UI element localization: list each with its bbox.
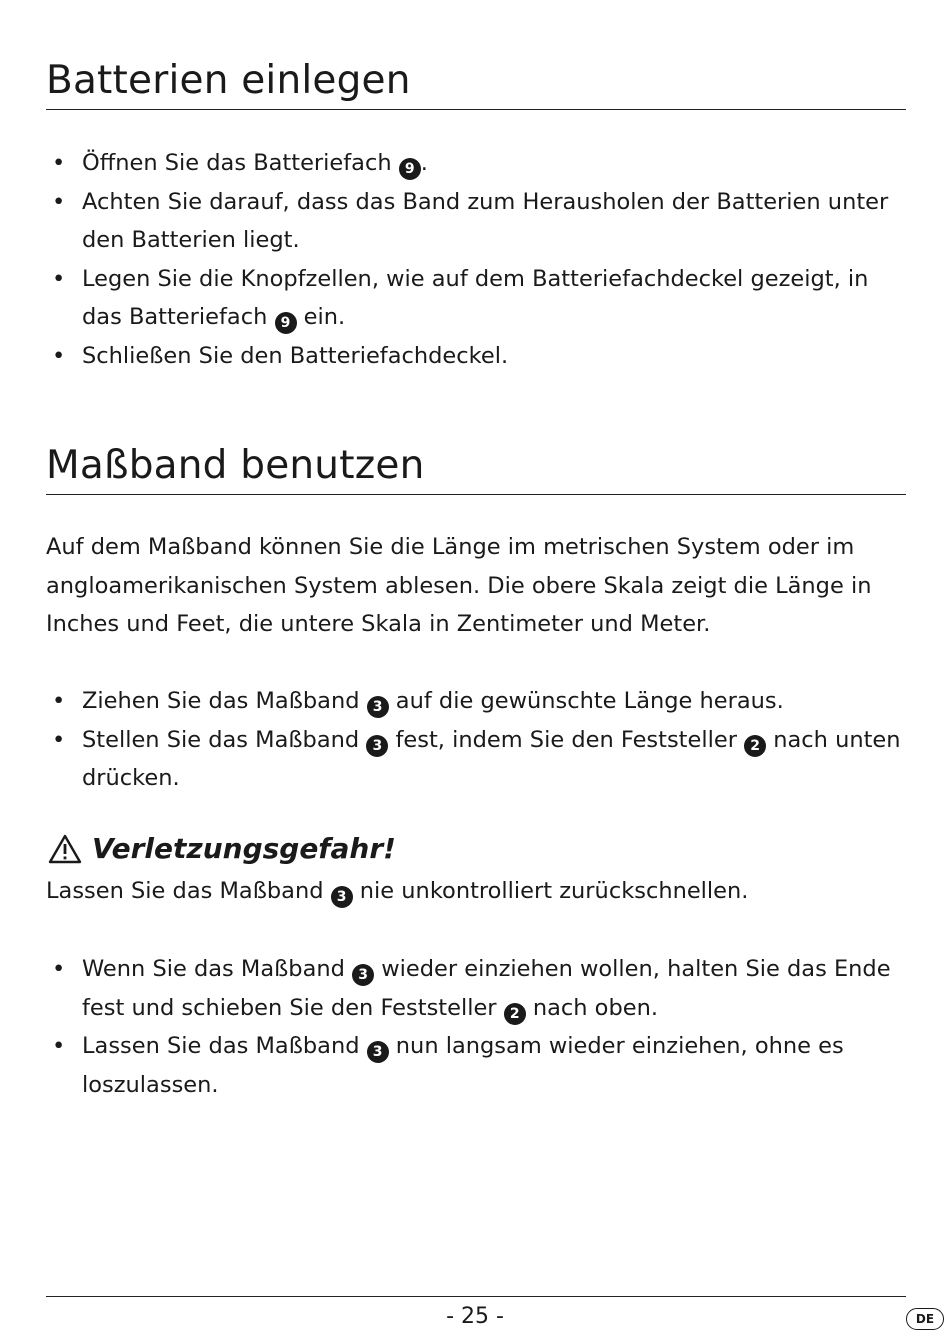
retract-steps-list (46, 950, 906, 1104)
footer-divider (46, 1296, 906, 1297)
warning-text: Lassen Sie das Maßband 3 nie unkontrolliert zurückschnellen. (46, 872, 748, 911)
ref-number-icon: 3 (367, 1041, 389, 1063)
list-item: • Schließen Sie den Batteriefachdeckel. (46, 337, 906, 376)
warning-triangle-icon (48, 834, 82, 864)
list-item: • Lassen Sie das Maßband 3 nun langsam wieder einziehen, ohne es loszulassen. (46, 1027, 906, 1104)
list-item: • Wenn Sie das Maßband 3 wieder einziehen wollen, halten Sie das Ende fest und schieben Sie den Feststeller 2 nach oben. (46, 950, 906, 1027)
ref-number-icon: 3 (366, 735, 388, 757)
list-item: • Achten Sie darauf, dass das Band zum Herausholen der Batterien unter den Batterien liegt. (46, 183, 906, 260)
ref-number-icon: 2 (504, 1003, 526, 1025)
list-item: • Öffnen Sie das Batteriefach 9 . (46, 144, 906, 183)
warning-heading (46, 832, 396, 865)
ref-number-icon: 3 (352, 964, 374, 986)
language-badge: DE (906, 1308, 944, 1330)
ref-number-icon: 9 (399, 158, 421, 180)
battery-steps-list (46, 144, 906, 375)
section-title-massband: Maßband benutzen (46, 443, 906, 495)
intro-paragraph: Auf dem Maßband können Sie die Länge im metrischen System oder im angloamerikanischen System ablesen. Die obere Skala zeigt die Länge in Inches und Feet, die untere Skala in Zentimeter und Meter. (46, 534, 872, 637)
list-item: • Ziehen Sie das Maßband 3 auf die gewünschte Länge heraus. (46, 682, 906, 721)
list-item: • Stellen Sie das Maßband 3 fest, indem Sie den Feststeller 2 nach unten drücken. (46, 721, 906, 798)
list-item: • Legen Sie die Knopfzellen, wie auf dem Batteriefachdeckel gezeigt, in das Batteriefach 9 ein. (46, 260, 906, 337)
page-number: - 25 - (446, 1304, 504, 1329)
ref-number-icon: 3 (331, 886, 353, 908)
warning-title: Verletzungsgefahr! (92, 832, 396, 865)
usage-steps-list (46, 682, 906, 798)
section-title-batterien: Batterien einlegen (46, 58, 906, 110)
ref-number-icon: 3 (367, 696, 389, 718)
ref-number-icon: 9 (275, 312, 297, 334)
ref-number-icon: 2 (744, 735, 766, 757)
